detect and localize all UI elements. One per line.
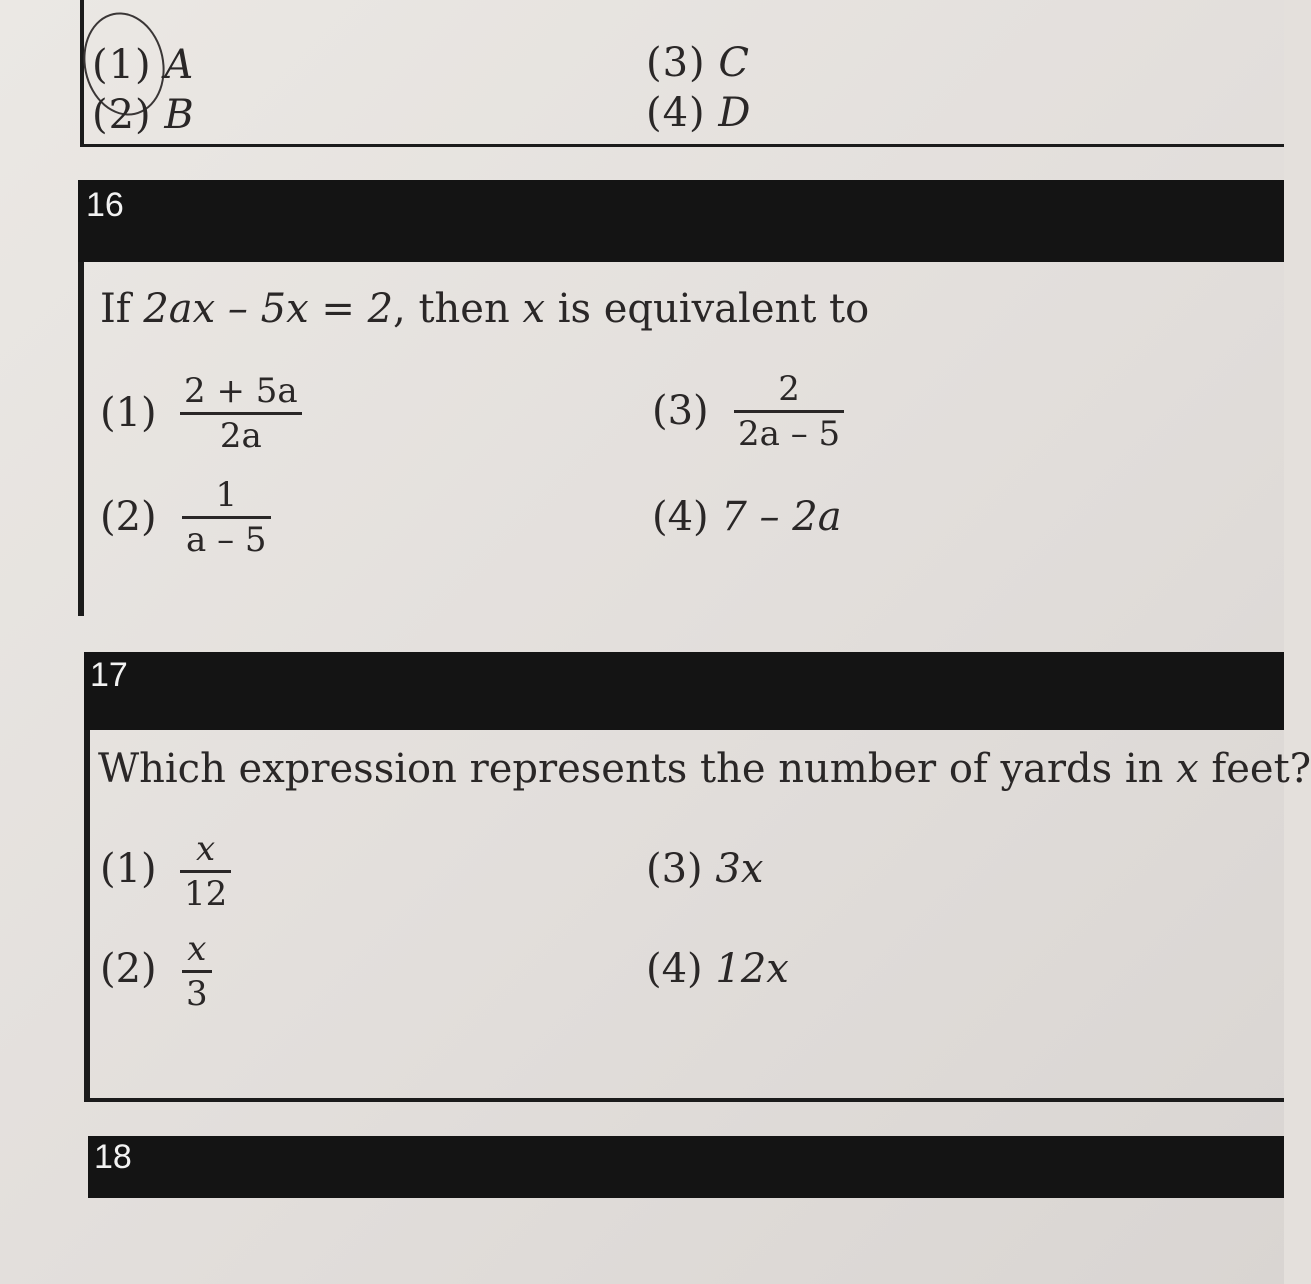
prev-question-bottom-border — [80, 144, 1284, 147]
q16-option-2-number[interactable]: (2) — [100, 494, 157, 540]
question-16-number: 16 — [86, 186, 124, 224]
q17-option-3[interactable]: (3) 3x — [646, 846, 764, 892]
question-17-header-bar — [84, 652, 1284, 730]
prev-option-4[interactable]: (4) D — [646, 90, 751, 136]
question-18-header-bar — [88, 1136, 1284, 1198]
prev-option-3[interactable]: (3) C — [646, 40, 749, 86]
q17-option-2-number[interactable]: (2) — [100, 946, 157, 992]
q16-option-3-number[interactable]: (3) — [652, 388, 709, 434]
question-18-number: 18 — [94, 1138, 132, 1176]
q16-option-2-fraction: 1 a – 5 — [182, 478, 271, 557]
question-16-header-bar — [78, 180, 1284, 262]
q16-option-4[interactable]: (4) 7 – 2a — [652, 494, 842, 540]
prev-option-1[interactable]: (1) A — [92, 42, 194, 88]
question-17-left-border — [84, 730, 90, 1102]
q17-option-1-fraction: x 12 — [180, 832, 231, 911]
question-17-bottom-border — [84, 1098, 1284, 1102]
q16-option-1-number[interactable]: (1) — [100, 390, 157, 436]
q16-option-3-fraction: 2 2a – 5 — [734, 372, 844, 451]
question-17-stem: Which expression represents the number of yards in x feet? — [98, 746, 1311, 792]
question-17-number: 17 — [90, 656, 128, 694]
prev-question-left-border — [80, 0, 84, 146]
q17-option-4[interactable]: (4) 12x — [646, 946, 789, 992]
q16-option-1-fraction: 2 + 5a 2a — [180, 374, 302, 453]
q17-option-2-fraction: x 3 — [182, 932, 212, 1011]
prev-option-2[interactable]: (2) B — [92, 92, 194, 138]
question-16-stem: If 2ax – 5x = 2, then x is equivalent to — [100, 286, 870, 332]
q17-option-1-number[interactable]: (1) — [100, 846, 157, 892]
question-16-left-border — [78, 262, 84, 616]
